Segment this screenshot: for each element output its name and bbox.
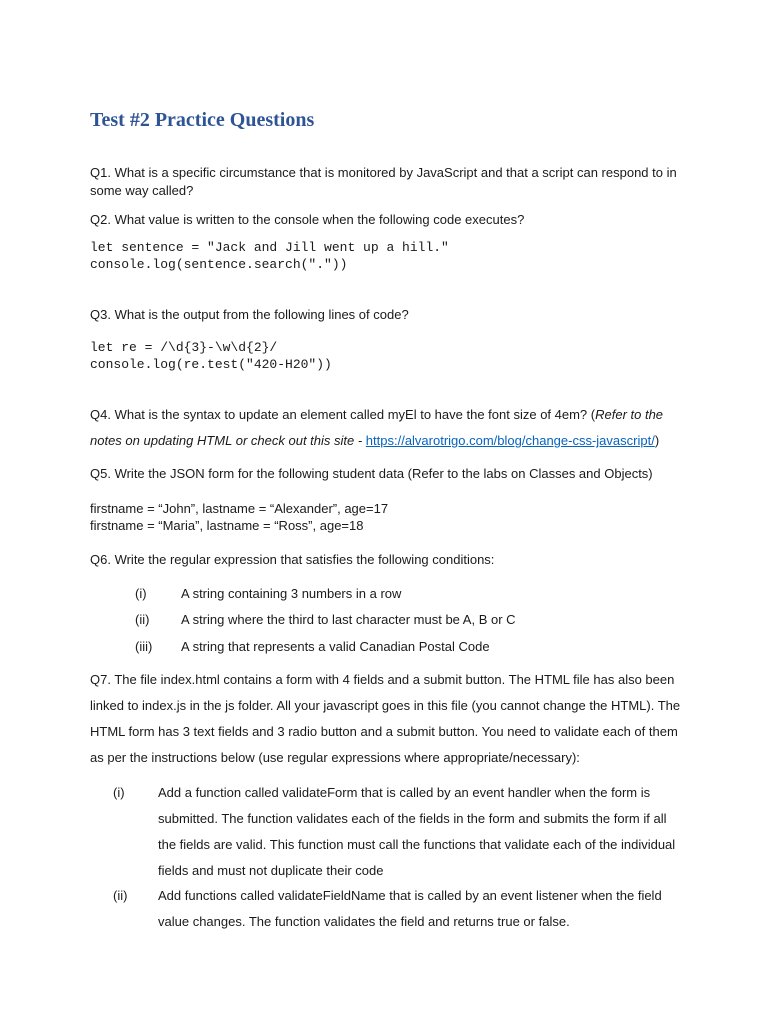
- q3-text: Q3. What is the output from the following lines of code?: [90, 307, 409, 322]
- q4-reference-link[interactable]: https://alvarotrigo.com/blog/change-css-javascript/: [365, 433, 655, 448]
- q6-item-text: A string that represents a valid Canadian Postal Code: [181, 639, 490, 654]
- q1-line-1: Q1. What is a specific circumstance that is monitored by JavaScript and that a script can respond to in: [90, 165, 677, 180]
- q5-text: Q5. Write the JSON form for the following student data (Refer to the labs on Classes and Objects): [90, 466, 653, 481]
- q4-line-1-italic: Refer to the: [595, 407, 664, 422]
- q3-code-line-2: console.log(re.test("420-H20")): [90, 357, 332, 372]
- q7-item-number: (i): [113, 785, 125, 800]
- q7-line-1: Q7. The file index.html contains a form with 4 fields and a submit button. The HTML file has also been: [90, 672, 675, 687]
- q7-item-line: the fields are valid. This function must call the functions that validate each of the individual: [158, 837, 676, 852]
- q7-item-line: submitted. The function validates each of the fields in the form and submits the form if all: [158, 811, 667, 826]
- q4-line-2: [90, 432, 659, 450]
- q7-line-3: HTML form has 3 text fields and 3 radio button and a submit button. You need to validate each of them: [90, 724, 678, 739]
- q7-line-4: as per the instructions below (use regular expressions where appropriate/necessary):: [90, 750, 580, 765]
- q1-line-2: some way called?: [90, 183, 194, 198]
- q6-item-text: A string where the third to last character must be A, B or C: [181, 612, 516, 627]
- q6-item-number: (iii): [135, 639, 153, 654]
- q4-line-2-suffix: ): [654, 433, 660, 448]
- q5-data-line-2: firstname = “Maria”, lastname = “Ross”, age=18: [90, 518, 364, 533]
- q7-item-line: Add a function called validateForm that is called by an event handler when the form is: [158, 785, 651, 800]
- q7-line-2: linked to index.js in the js folder. All your javascript goes in this file (you cannot change the HTML). The: [90, 698, 681, 713]
- q6-item-text: A string containing 3 numbers in a row: [181, 586, 402, 601]
- q6-item-number: (i): [135, 586, 147, 601]
- q6-text: Q6. Write the regular expression that satisfies the following conditions:: [90, 552, 495, 567]
- q7-item-line: Add functions called validateFieldName that is called by an event listener when the field: [158, 888, 662, 903]
- q4-line-1-text: Q4. What is the syntax to update an element called myEl to have the font size of 4em? (: [90, 407, 596, 422]
- q6-item-number: (ii): [135, 612, 150, 627]
- q5-data-line-1: firstname = “John”, lastname = “Alexander”, age=17: [90, 501, 389, 516]
- q2-code-line-1: let sentence = "Jack and Jill went up a hill.": [90, 240, 449, 255]
- q4-line-1: [90, 406, 663, 424]
- q2-code-line-2: console.log(sentence.search(".")): [90, 257, 348, 272]
- q3-code-line-1: let re = /\d{3}-\w\d{2}/: [90, 340, 278, 355]
- page-title: Test #2 Practice Questions: [90, 109, 315, 131]
- q7-item-number: (ii): [113, 888, 128, 903]
- q4-line-2-italic: notes on updating HTML or check out this site -: [90, 433, 366, 448]
- q2-text: Q2. What value is written to the console when the following code executes?: [90, 212, 525, 227]
- q7-item-line: fields and must not duplicate their code: [158, 863, 384, 878]
- q7-item-line: value changes. The function validates the field and returns true or false.: [158, 914, 570, 929]
